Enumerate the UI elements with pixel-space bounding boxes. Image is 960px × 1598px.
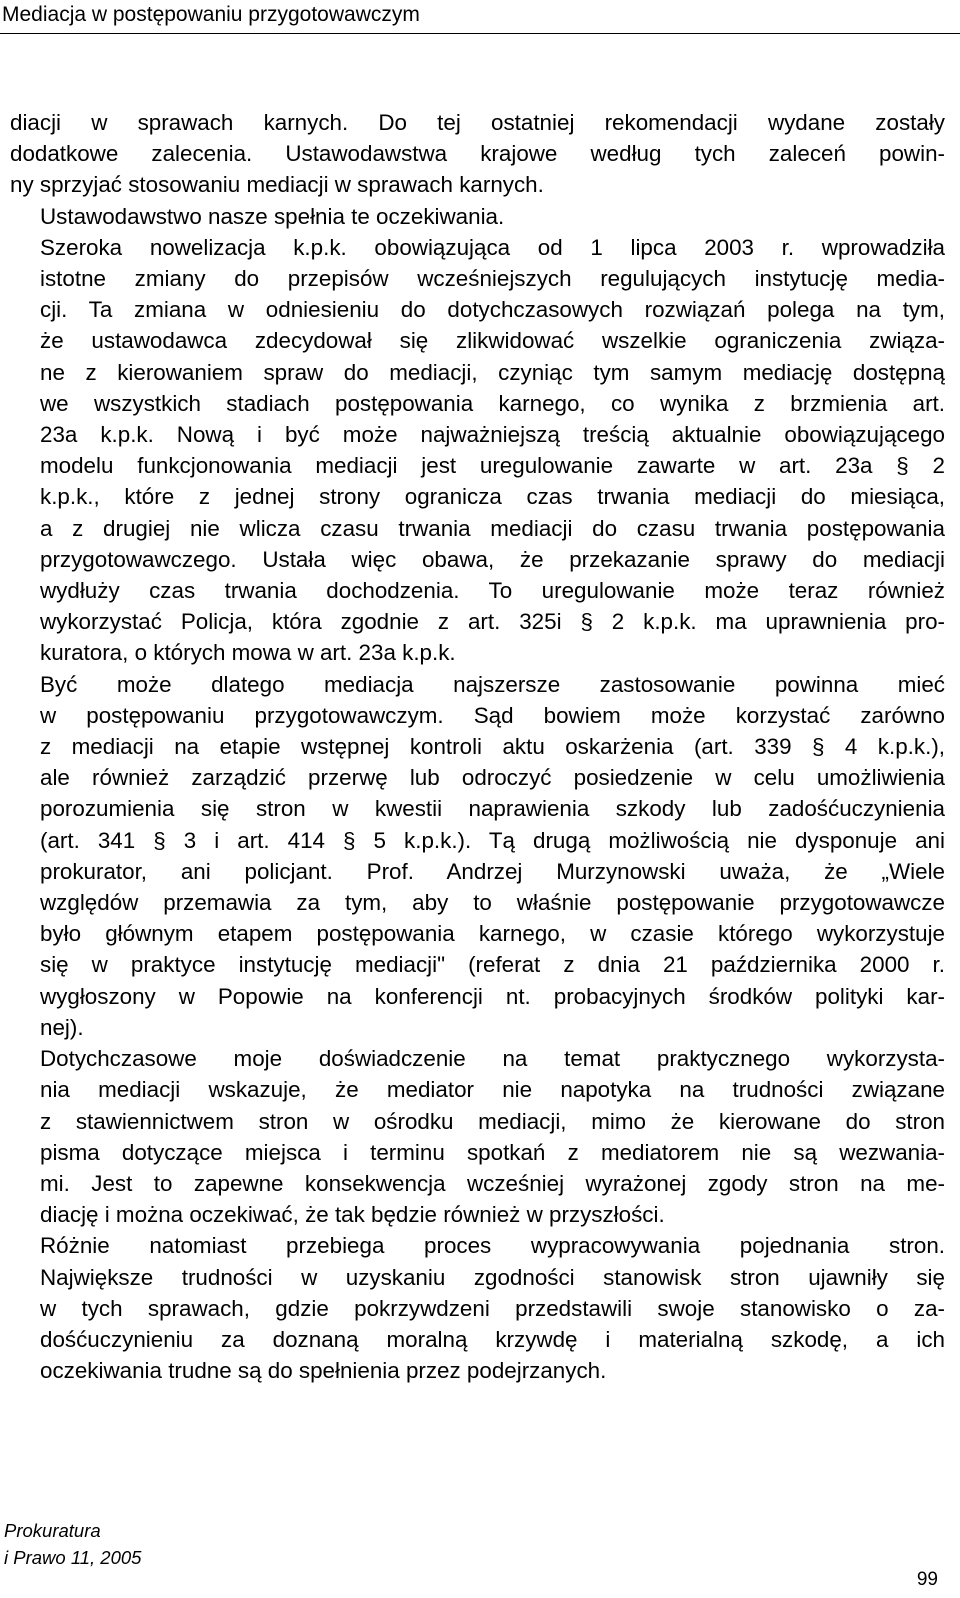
text-line: modelu funkcjonowania mediacji jest uregulowanie zawarte w art. 23a § 2 (40, 453, 945, 479)
running-head (0, 0, 960, 34)
text-line: Być może dlatego mediacja najszersze zastosowanie powinna mieć (40, 671, 945, 697)
text-line: z stawiennictwem stron w ośrodku mediacji, mimo że kierowane do stron (40, 1108, 945, 1134)
text-line: prokurator, ani policjant. Prof. Andrzej Murzynowski uważa, że „Wiele (40, 858, 945, 884)
text-line: wykorzystać Policja, która zgodnie z art. 325i § 2 k.p.k. ma uprawnienia pro- (40, 609, 945, 635)
text-line: porozumienia się stron w kwestii naprawienia szkody lub zadośćuczynienia (40, 796, 945, 822)
text-line: w tych sprawach, gdzie pokrzywdzeni przedstawili swoje stanowisko o za- (40, 1295, 945, 1321)
text-line: się w praktyce instytucję mediacji" (referat z dnia 21 października 2000 r. (40, 952, 945, 978)
text-line: wydłuży czas trwania dochodzenia. To uregulowanie może teraz również (40, 578, 945, 604)
text-line: dodatkowe zalecenia. Ustawodawstwa krajowe według tych zaleceń powin- (10, 141, 945, 167)
text-line: pisma dotyczące miejsca i terminu spotkań z mediatorem nie są wezwania- (40, 1139, 945, 1165)
text-line: istotne zmiany do przepisów wcześniejszych regulujących instytucję media- (40, 266, 945, 292)
text-line: dośćuczynieniu za doznaną moralną krzywdę i materialną szkodę, a ich (40, 1326, 945, 1352)
text-line: mi. Jest to zapewne konsekwencja wcześniej wyrażonej zgody stron na me- (40, 1170, 945, 1196)
paragraph (10, 232, 945, 669)
text-line: Dotychczasowe moje doświadczenie na temat praktycznego wykorzysta- (40, 1046, 945, 1072)
text-line: Różnie natomiast przebiega proces wypracowywania pojednania stron. (40, 1233, 945, 1259)
text-line: Ustawodawstwo nasze spełnia te oczekiwania. (40, 203, 505, 229)
journal-citation (4, 1517, 141, 1571)
paragraph (10, 1230, 945, 1386)
text-line: nia mediacji wskazuje, że mediator nie napotyka na trudności związane (40, 1077, 945, 1103)
text-line: diacji w sprawach karnych. Do tej ostatniej rekomendacji wydane zostały (10, 110, 945, 135)
paragraph (10, 201, 945, 232)
text-line: diację i można oczekiwać, że tak będzie również w przyszłości. (40, 1202, 665, 1228)
journal-issue: i Prawo 11, 2005 (4, 1547, 142, 1568)
text-line: oczekiwania trudne są do spełnienia przez podejrzanych. (40, 1358, 607, 1384)
text-line: a z drugiej nie wlicza czasu trwania mediacji do czasu trwania postępowania (40, 515, 945, 541)
text-line: nej). (40, 1014, 84, 1040)
text-line: cji. Ta zmiana w odniesieniu do dotychczasowych rozwiązań polega na tym, (40, 297, 945, 323)
journal-name: Prokuratura (4, 1520, 101, 1541)
text-line: względów przemawia za tym, aby to właśnie postępowanie przygotowawcze (40, 890, 945, 916)
article-body (10, 107, 945, 1386)
text-line: ale również zarządzić przerwę lub odroczyć posiedzenie w celu umożliwienia (40, 765, 945, 791)
text-line: 23a k.p.k. Nową i być może najważniejszą treścią aktualnie obowiązującego (40, 422, 945, 448)
paragraph (10, 669, 945, 1043)
text-line: z mediacji na etapie wstępnej kontroli aktu oskarżenia (art. 339 § 4 k.p.k.), (40, 734, 945, 760)
running-title: Mediacja w postępowaniu przygotowawczym (2, 3, 420, 26)
paragraph (10, 1043, 945, 1230)
text-line: Szeroka nowelizacja k.p.k. obowiązująca od 1 lipca 2003 r. wprowadziła (40, 234, 945, 260)
text-line: kuratora, o których mowa w art. 23a k.p.k. (40, 640, 456, 666)
text-line: w postępowaniu przygotowawczym. Sąd bowiem może korzystać zarówno (40, 702, 945, 728)
text-line: (art. 341 § 3 i art. 414 § 5 k.p.k.). Tą drugą możliwością nie dysponuje ani (40, 827, 945, 853)
text-line: Największe trudności w uzyskaniu zgodności stanowisk stron ujawniły się (40, 1264, 945, 1290)
text-line: k.p.k., które z jednej strony ogranicza czas trwania mediacji do miesiąca, (40, 484, 945, 510)
text-line: że ustawodawca zdecydował się zlikwidować wszelkie ograniczenia związa- (40, 328, 945, 354)
paragraph (10, 107, 945, 201)
page-number: 99 (916, 1569, 938, 1590)
text-line: ne z kierowaniem spraw do mediacji, czyniąc tym samym mediację dostępną (40, 359, 945, 385)
text-line: ny sprzyjać stosowaniu mediacji w sprawach karnych. (10, 172, 544, 198)
text-line: było głównym etapem postępowania karnego, w czasie którego wykorzystuje (40, 921, 945, 947)
text-line: wygłoszony w Popowie na konferencji nt. probacyjnych środków polityki kar- (40, 983, 945, 1009)
text-line: przygotowawczego. Ustała więc obawa, że przekazanie sprawy do mediacji (40, 546, 945, 572)
text-line: we wszystkich stadiach postępowania karnego, co wynika z brzmienia art. (40, 390, 945, 416)
